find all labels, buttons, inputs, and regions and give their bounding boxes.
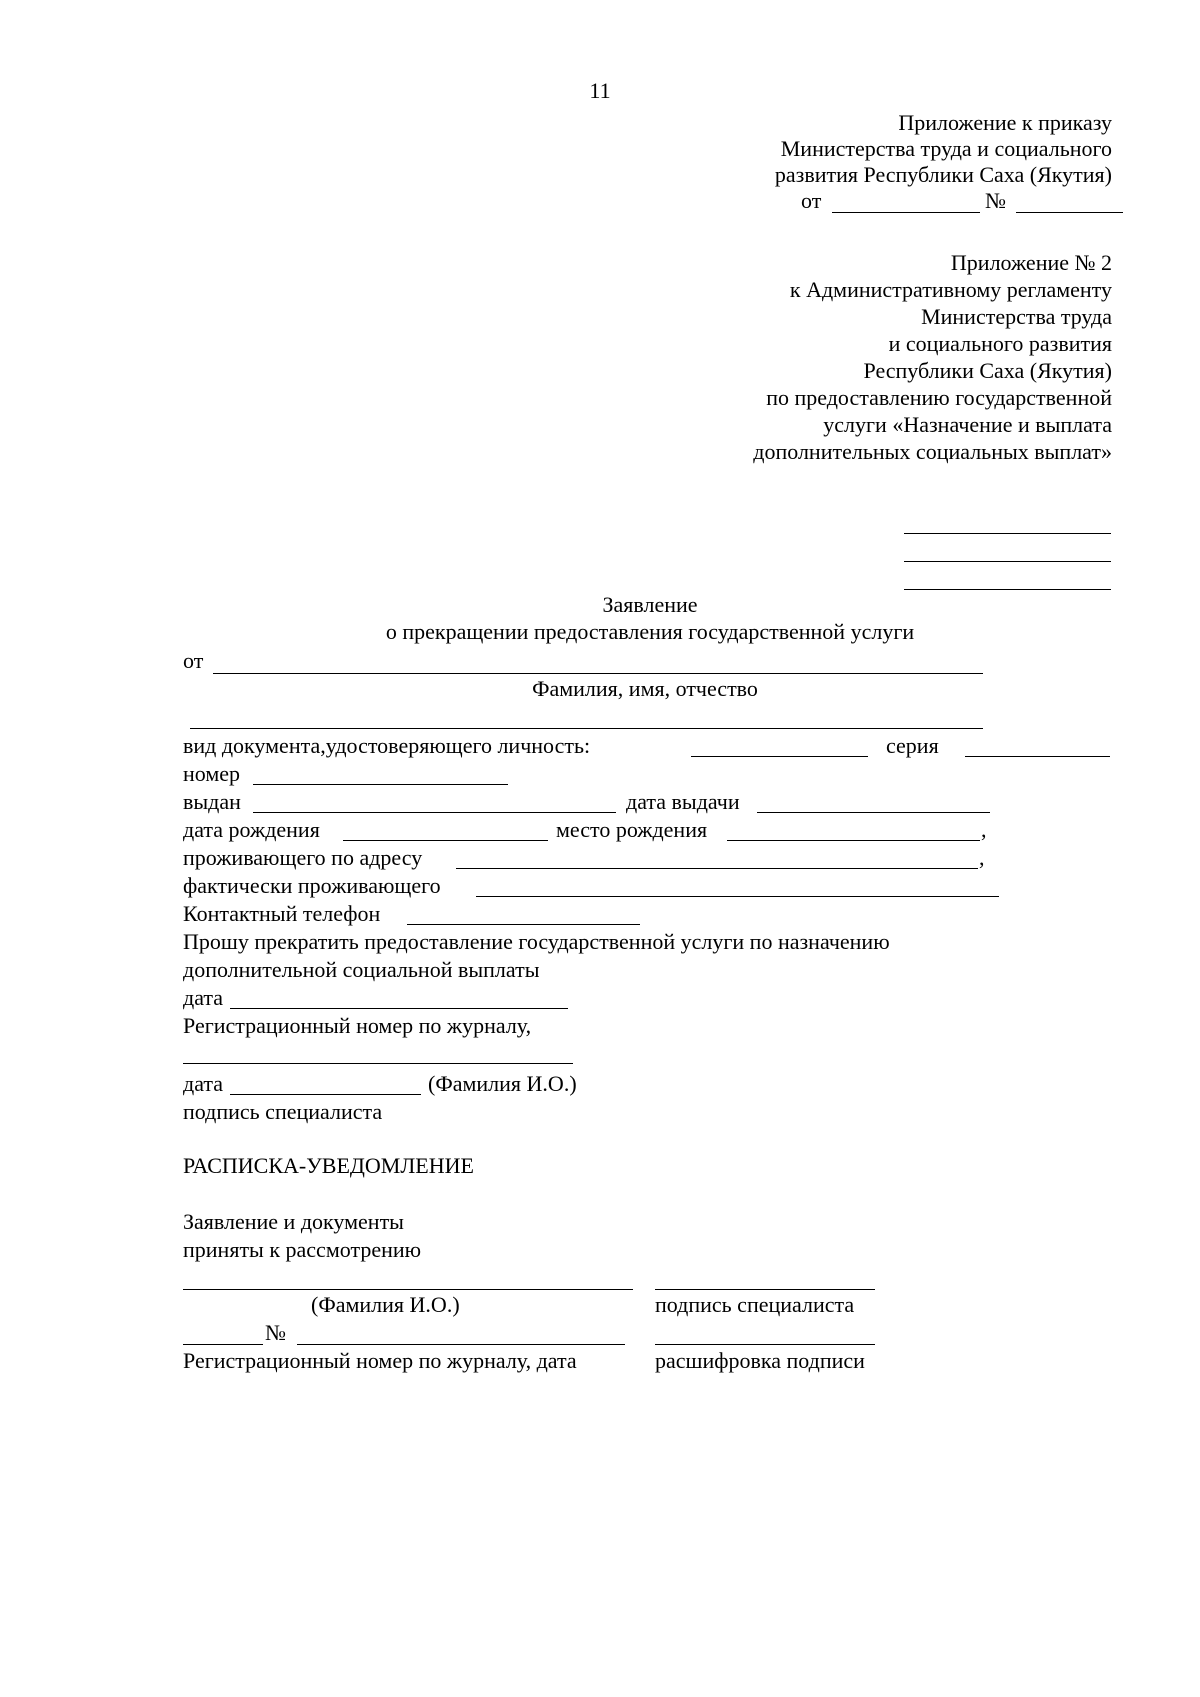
phone-label: Контактный телефон [183,901,381,926]
series-label: серия [886,733,939,758]
document-title: Заявление [602,592,698,617]
receipt-signature-line[interactable] [655,1289,875,1290]
order-number-line[interactable] [1016,212,1123,213]
appendix2-line6: по предоставлению государственной [766,385,1112,410]
address-comma: , [979,845,985,870]
receipt-number-sign: № [265,1320,286,1345]
appendix-order-line3: развития Республики Саха (Якутия) [774,162,1112,187]
receipt-accepted-line1: Заявление и документы [183,1209,404,1234]
issued-line[interactable] [253,812,616,813]
issue-date-line[interactable] [757,812,990,813]
reg-number-label: Регистрационный номер по журналу, [183,1013,532,1038]
receipt-accepted-line2: приняты к рассмотрению [183,1237,422,1262]
appendix2-line7: услуги «Назначение и выплата [823,412,1112,437]
receipt-reg-number-date: Регистрационный номер по журналу, дата [183,1348,577,1373]
date2-label: дата [183,1071,224,1096]
appendix-order-line2: Министерства труда и социального [780,136,1112,161]
address-label: проживающего по адресу [183,845,423,870]
receipt-specialist-signature: подпись специалиста [655,1292,855,1317]
request-line-1: Прошу прекратить предоставление государственной услуги по назначению [183,929,890,954]
birth-date-label: дата рождения [183,817,320,842]
date-label: дата [183,985,224,1010]
addressee-line-3[interactable] [904,589,1111,590]
appendix-order-line1: Приложение к приказу [898,110,1112,135]
order-number-label: № [985,188,1006,213]
appendix2-line3: Министерства труда [921,304,1112,329]
document-subtitle: о прекращении предоставления государственной услуги [385,619,915,644]
applicant-extra-line[interactable] [190,728,983,729]
issued-label: выдан [183,789,241,814]
receipt-reg-number-line[interactable] [297,1344,625,1345]
receipt-name-line[interactable] [183,1289,633,1290]
applicant-name-line[interactable] [213,673,983,674]
receipt-heading: РАСПИСКА-УВЕДОМЛЕНИЕ [183,1153,474,1178]
birth-date-line[interactable] [343,840,548,841]
series-line[interactable] [965,756,1110,757]
actual-address-line[interactable] [476,896,999,897]
appendix2-line8: дополнительных социальных выплат» [753,439,1112,464]
appendix2-line1: Приложение № 2 [950,250,1112,275]
address-line[interactable] [456,868,978,869]
appendix2-line5: Республики Саха (Якутия) [863,358,1112,383]
specialist-signature-label: подпись специалиста [183,1099,383,1124]
receipt-signature-decoding: расшифровка подписи [655,1348,865,1373]
phone-line[interactable] [407,924,640,925]
from-label: от [183,648,204,673]
addressee-line-2[interactable] [904,561,1111,562]
request-line-2: дополнительной социальной выплаты [183,957,540,982]
doc-type-line[interactable] [691,756,868,757]
date-line[interactable] [230,1008,568,1009]
number-line[interactable] [253,784,508,785]
order-from-label: от [801,188,822,213]
reg-number-line[interactable] [183,1063,573,1064]
appendix2-line2: к Административному регламенту [789,277,1112,302]
birth-place-comma: , [981,817,987,842]
receipt-reg-prefix-line[interactable] [183,1344,263,1345]
page-number: 11 [589,78,611,103]
appendix2-line4: и социального развития [888,331,1112,356]
birth-place-label: место рождения [556,817,708,842]
order-date-line[interactable] [832,212,980,213]
birth-place-line[interactable] [727,840,980,841]
receipt-decoding-line[interactable] [655,1344,875,1345]
date2-line[interactable] [230,1094,421,1095]
name-initials: (Фамилия И.О.) [428,1071,577,1096]
doc-type-label: вид документа,удостоверяющего личность: [183,733,591,758]
fio-caption: Фамилия, имя, отчество [532,676,758,701]
addressee-line-1[interactable] [904,533,1111,534]
number-label: номер [183,761,241,786]
receipt-name-initials: (Фамилия И.О.) [311,1292,460,1317]
issue-date-label: дата выдачи [626,789,740,814]
actual-address-label: фактически проживающего [183,873,441,898]
